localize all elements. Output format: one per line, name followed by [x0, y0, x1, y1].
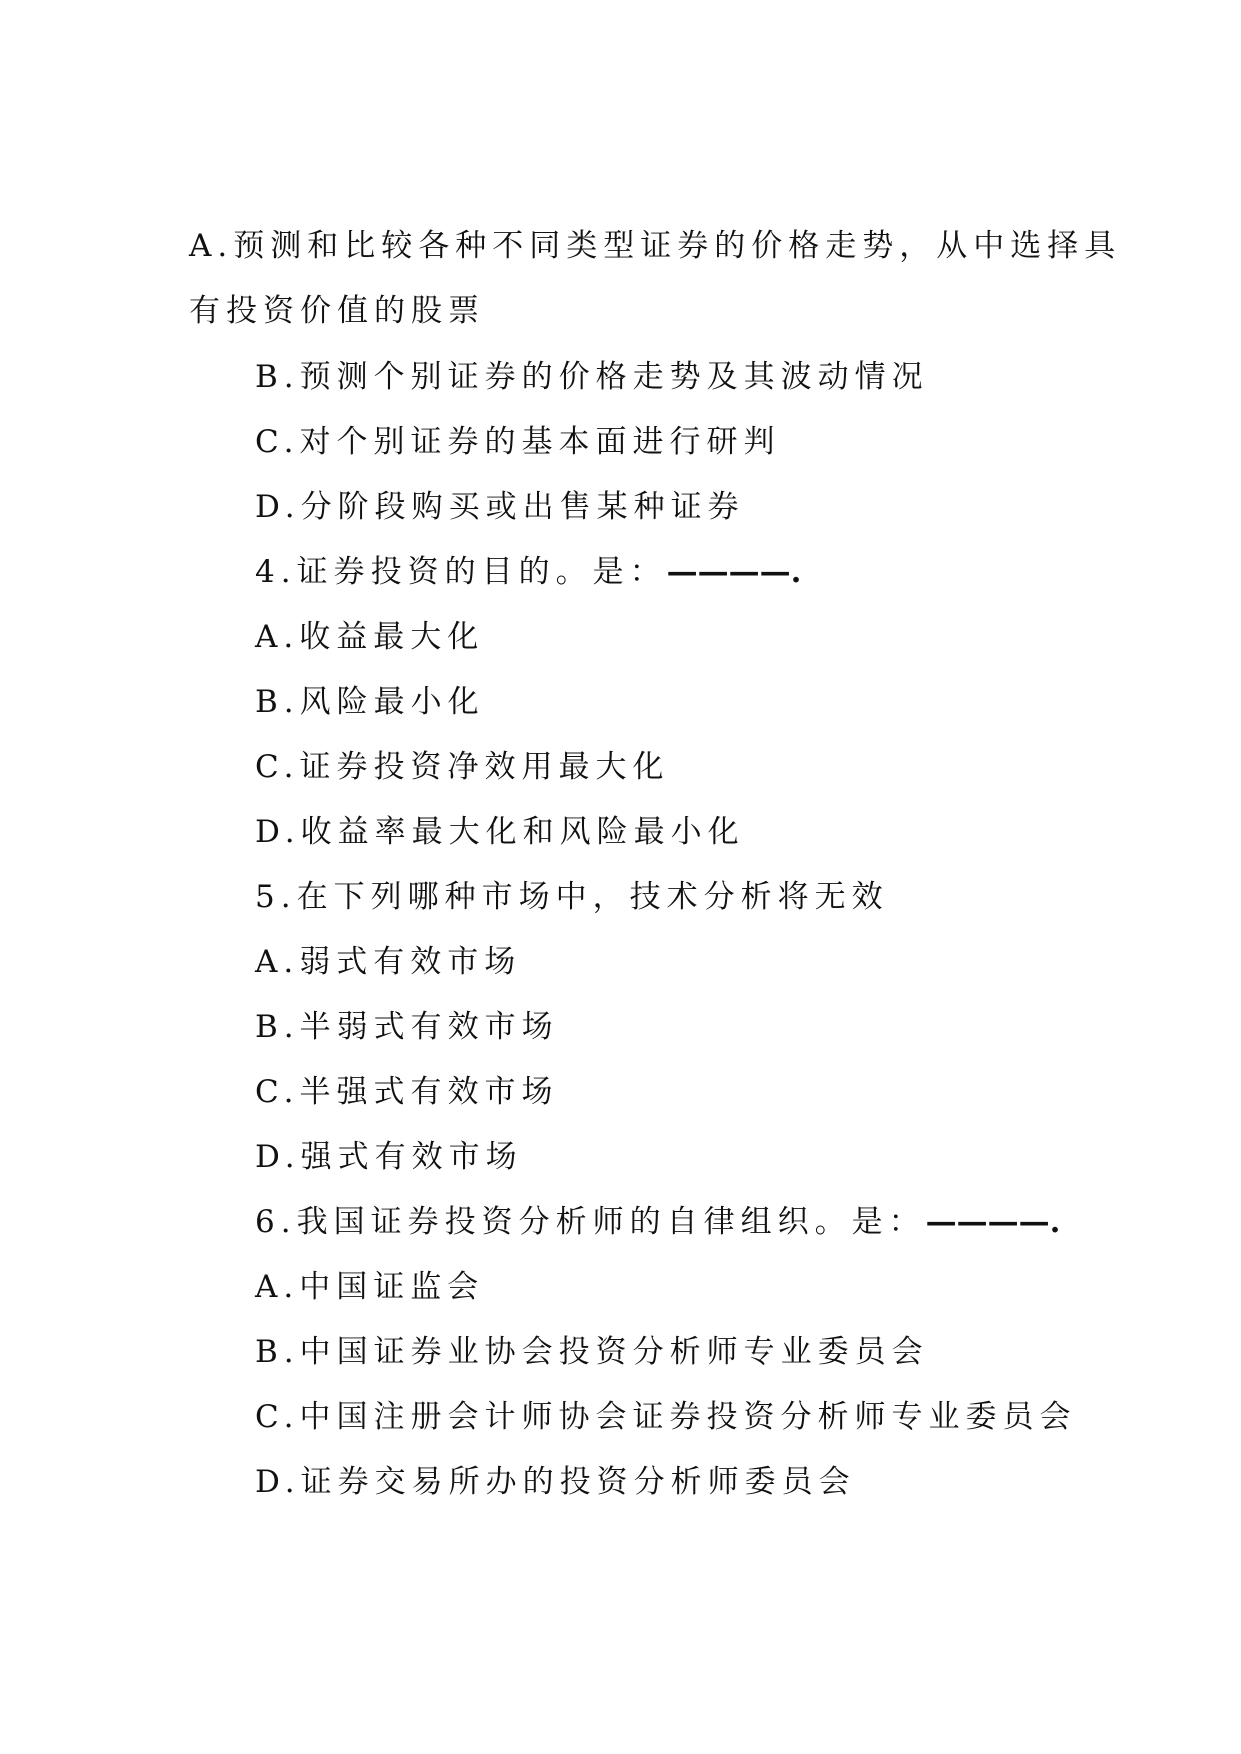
option-3a-line-2: 有投资价值的股票 [189, 293, 485, 329]
option-5c: C.半强式有效市场 [255, 1074, 559, 1110]
question-6-blank: ————. [925, 1204, 1061, 1240]
option-3b: B.预测个别证券的价格走势及其波动情况 [255, 359, 929, 395]
option-4a: A.收益最大化 [255, 619, 485, 655]
option-4d: D.收益率最大化和风险最小化 [255, 814, 745, 850]
question-4 [255, 552, 801, 592]
option-5d: D.强式有效市场 [255, 1139, 523, 1175]
question-6 [255, 1202, 1060, 1242]
option-5b: B.半弱式有效市场 [255, 1009, 559, 1045]
option-3d: D.分阶段购买或出售某种证券 [255, 489, 745, 525]
option-6a: A.中国证监会 [255, 1269, 485, 1305]
option-6b: B.中国证券业协会投资分析师专业委员会 [255, 1334, 929, 1370]
option-4c: C.证券投资净效用最大化 [255, 749, 670, 785]
question-5: 5.在下列哪种市场中，技术分析将无效 [255, 879, 889, 915]
question-6-text: 6.我国证券投资分析师的自律组织。是： [255, 1204, 926, 1240]
question-4-text: 4.证券投资的目的。是： [255, 554, 667, 590]
option-6d: D.证券交易所办的投资分析师委员会 [255, 1464, 856, 1500]
option-3c: C.对个别证券的基本面进行研判 [255, 424, 781, 460]
option-6c: C.中国注册会计师协会证券投资分析师专业委员会 [255, 1399, 1077, 1435]
question-4-blank: ————. [666, 554, 802, 590]
option-5a: A.弱式有效市场 [255, 944, 522, 980]
option-3a-line-1: A.预测和比较各种不同类型证券的价格走势，从中选择具 [189, 228, 1122, 264]
option-4b: B.风险最小化 [255, 684, 485, 720]
